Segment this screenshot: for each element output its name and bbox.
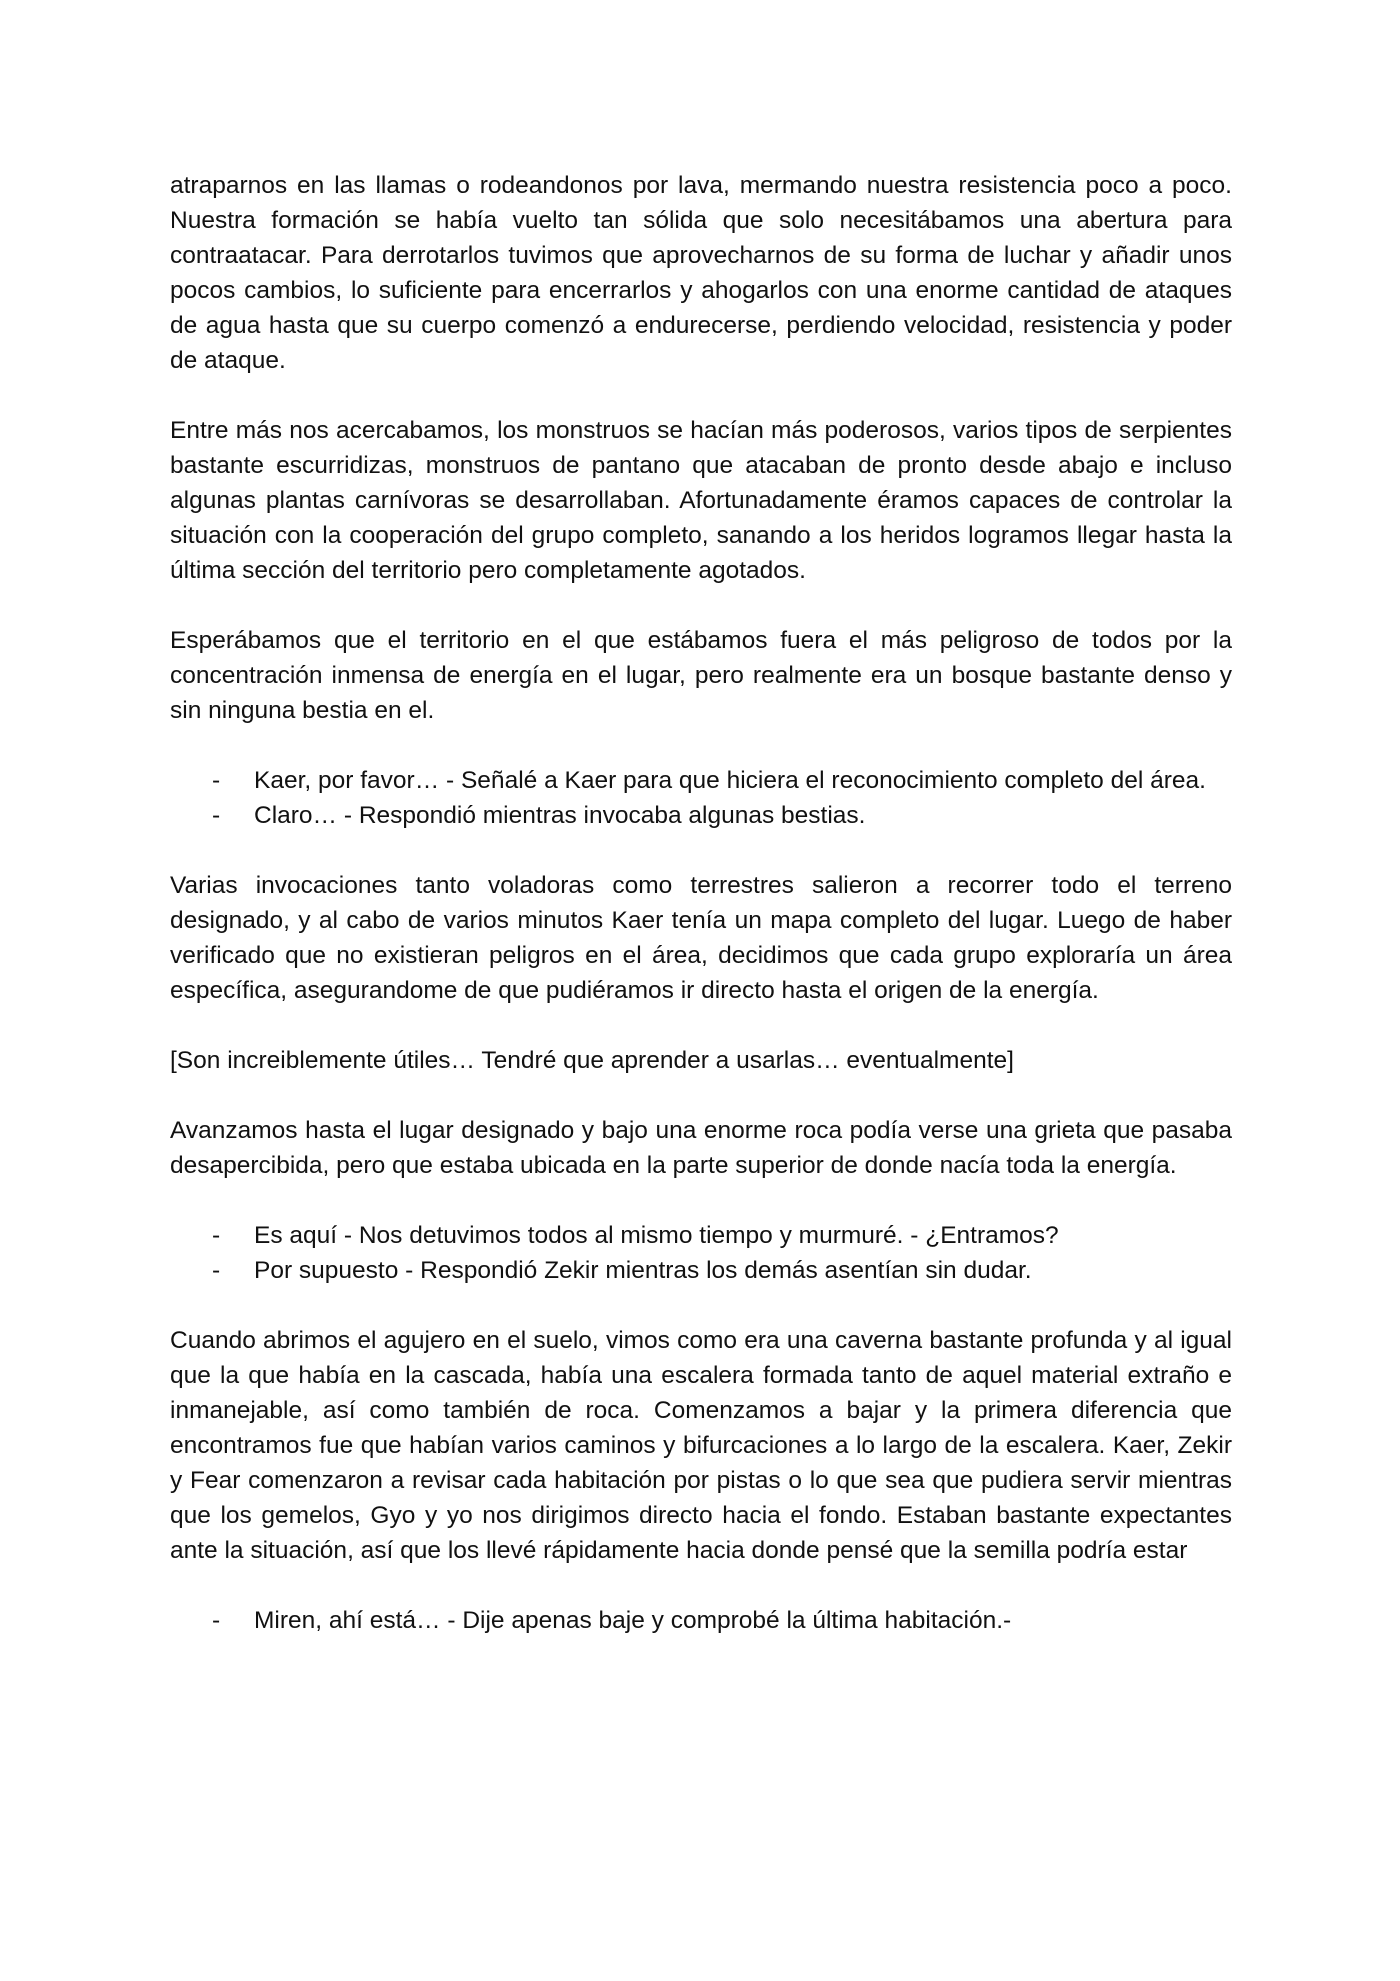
dialogue-list-seed (170, 1603, 1232, 1638)
paragraph-territory: Esperábamos que el territorio en el que estábamos fuera el más peligroso de todos por la concentración inmensa de energía en el lugar, pero realmente era un bosque bastante denso y sin ninguna bestia en el. (170, 627, 1232, 724)
paragraph-invocations: Varias invocaciones tanto voladoras como terrestres salieron a recorrer todo el terreno designado, y al cabo de varios minutos Kaer tenía un mapa completo del lugar. Luego de haber verificado que no existieran peligros en el área, decidimos que cada grupo exploraría un área específica, asegurandome de que pudiéramos ir directo hasta el origen de la energía. (170, 872, 1232, 1004)
dialogue-line (170, 798, 1232, 833)
paragraph-battle: atraparnos en las llamas o rodeandonos por lava, mermando nuestra resistencia poco a poco. Nuestra formación se había vuelto tan sólida que solo necesitábamos una abertura para contraatacar. Para derrotarlos tuvimos que aprovecharnos de su forma de luchar y añadir unos pocos cambios, lo suficiente para encerrarlos y ahogarlos con una enorme cantidad de ataques de agua hasta que su cuerpo comenzó a endurecerse, perdiendo velocidad, resistencia y poder de ataque. (170, 172, 1232, 374)
paragraph-cavern: Cuando abrimos el agujero en el suelo, vimos como era una caverna bastante profunda y al igual que la que había en la cascada, había una escalera formada tanto de aquel material extraño e inmanejable, así como también de roca. Comenzamos a bajar y la primera diferencia que encontramos fue que habían varios caminos y bifurcaciones a lo largo de la escalera. Kaer, Zekir y Fear comenzaron a revisar cada habitación por pistas o lo que sea que pudiera servir mientras que los gemelos, Gyo y yo nos dirigimos directo hacia el fondo. Estaban bastante expectantes ante la situación, así que los llevé rápidamente hacia donde pensé que la semilla podría estar (170, 1327, 1232, 1564)
dialogue-dash: - (212, 1222, 221, 1249)
dialogue-text: Kaer, por favor… - Señalé a Kaer para que hiciera el reconocimiento completo del área. (254, 767, 1206, 794)
dialogue-dash: - (212, 802, 221, 829)
dialogue-line (170, 1603, 1232, 1638)
paragraph-monsters: Entre más nos acercabamos, los monstruos se hacían más poderosos, varios tipos de serpientes bastante escurridizas, monstruos de pantano que atacaban de pronto desde abajo e incluso algunas plantas carnívoras se desarrollaban. Afortunadamente éramos capaces de controlar la situación con la cooperación del grupo completo, sanando a los heridos logramos llegar hasta la última sección del territorio pero completamente agotados. (170, 417, 1232, 584)
dialogue-line (170, 1253, 1232, 1288)
dialogue-text: Es aquí - Nos detuvimos todos al mismo tiempo y murmuré. - ¿Entramos? (254, 1222, 1059, 1249)
paragraph-thought: [Son increiblemente útiles… Tendré que aprender a usarlas… eventualmente] (170, 1047, 1014, 1074)
dialogue-line (170, 1218, 1232, 1253)
dialogue-dash: - (212, 1607, 221, 1634)
dialogue-dash: - (212, 1257, 221, 1284)
dialogue-dash: - (212, 767, 221, 794)
dialogue-line (170, 763, 1232, 798)
document-page (170, 168, 1232, 1673)
dialogue-list-entrance (170, 1218, 1232, 1288)
dialogue-list-kaer (170, 763, 1232, 833)
dialogue-text: Miren, ahí está… - Dije apenas baje y comprobé la última habitación.- (254, 1607, 1012, 1634)
dialogue-text: Por supuesto - Respondió Zekir mientras los demás asentían sin dudar. (254, 1257, 1032, 1284)
dialogue-text: Claro… - Respondió mientras invocaba algunas bestias. (254, 802, 866, 829)
paragraph-crack: Avanzamos hasta el lugar designado y bajo una enorme roca podía verse una grieta que pasaba desapercibida, pero que estaba ubicada en la parte superior de donde nacía toda la energía. (170, 1117, 1232, 1179)
